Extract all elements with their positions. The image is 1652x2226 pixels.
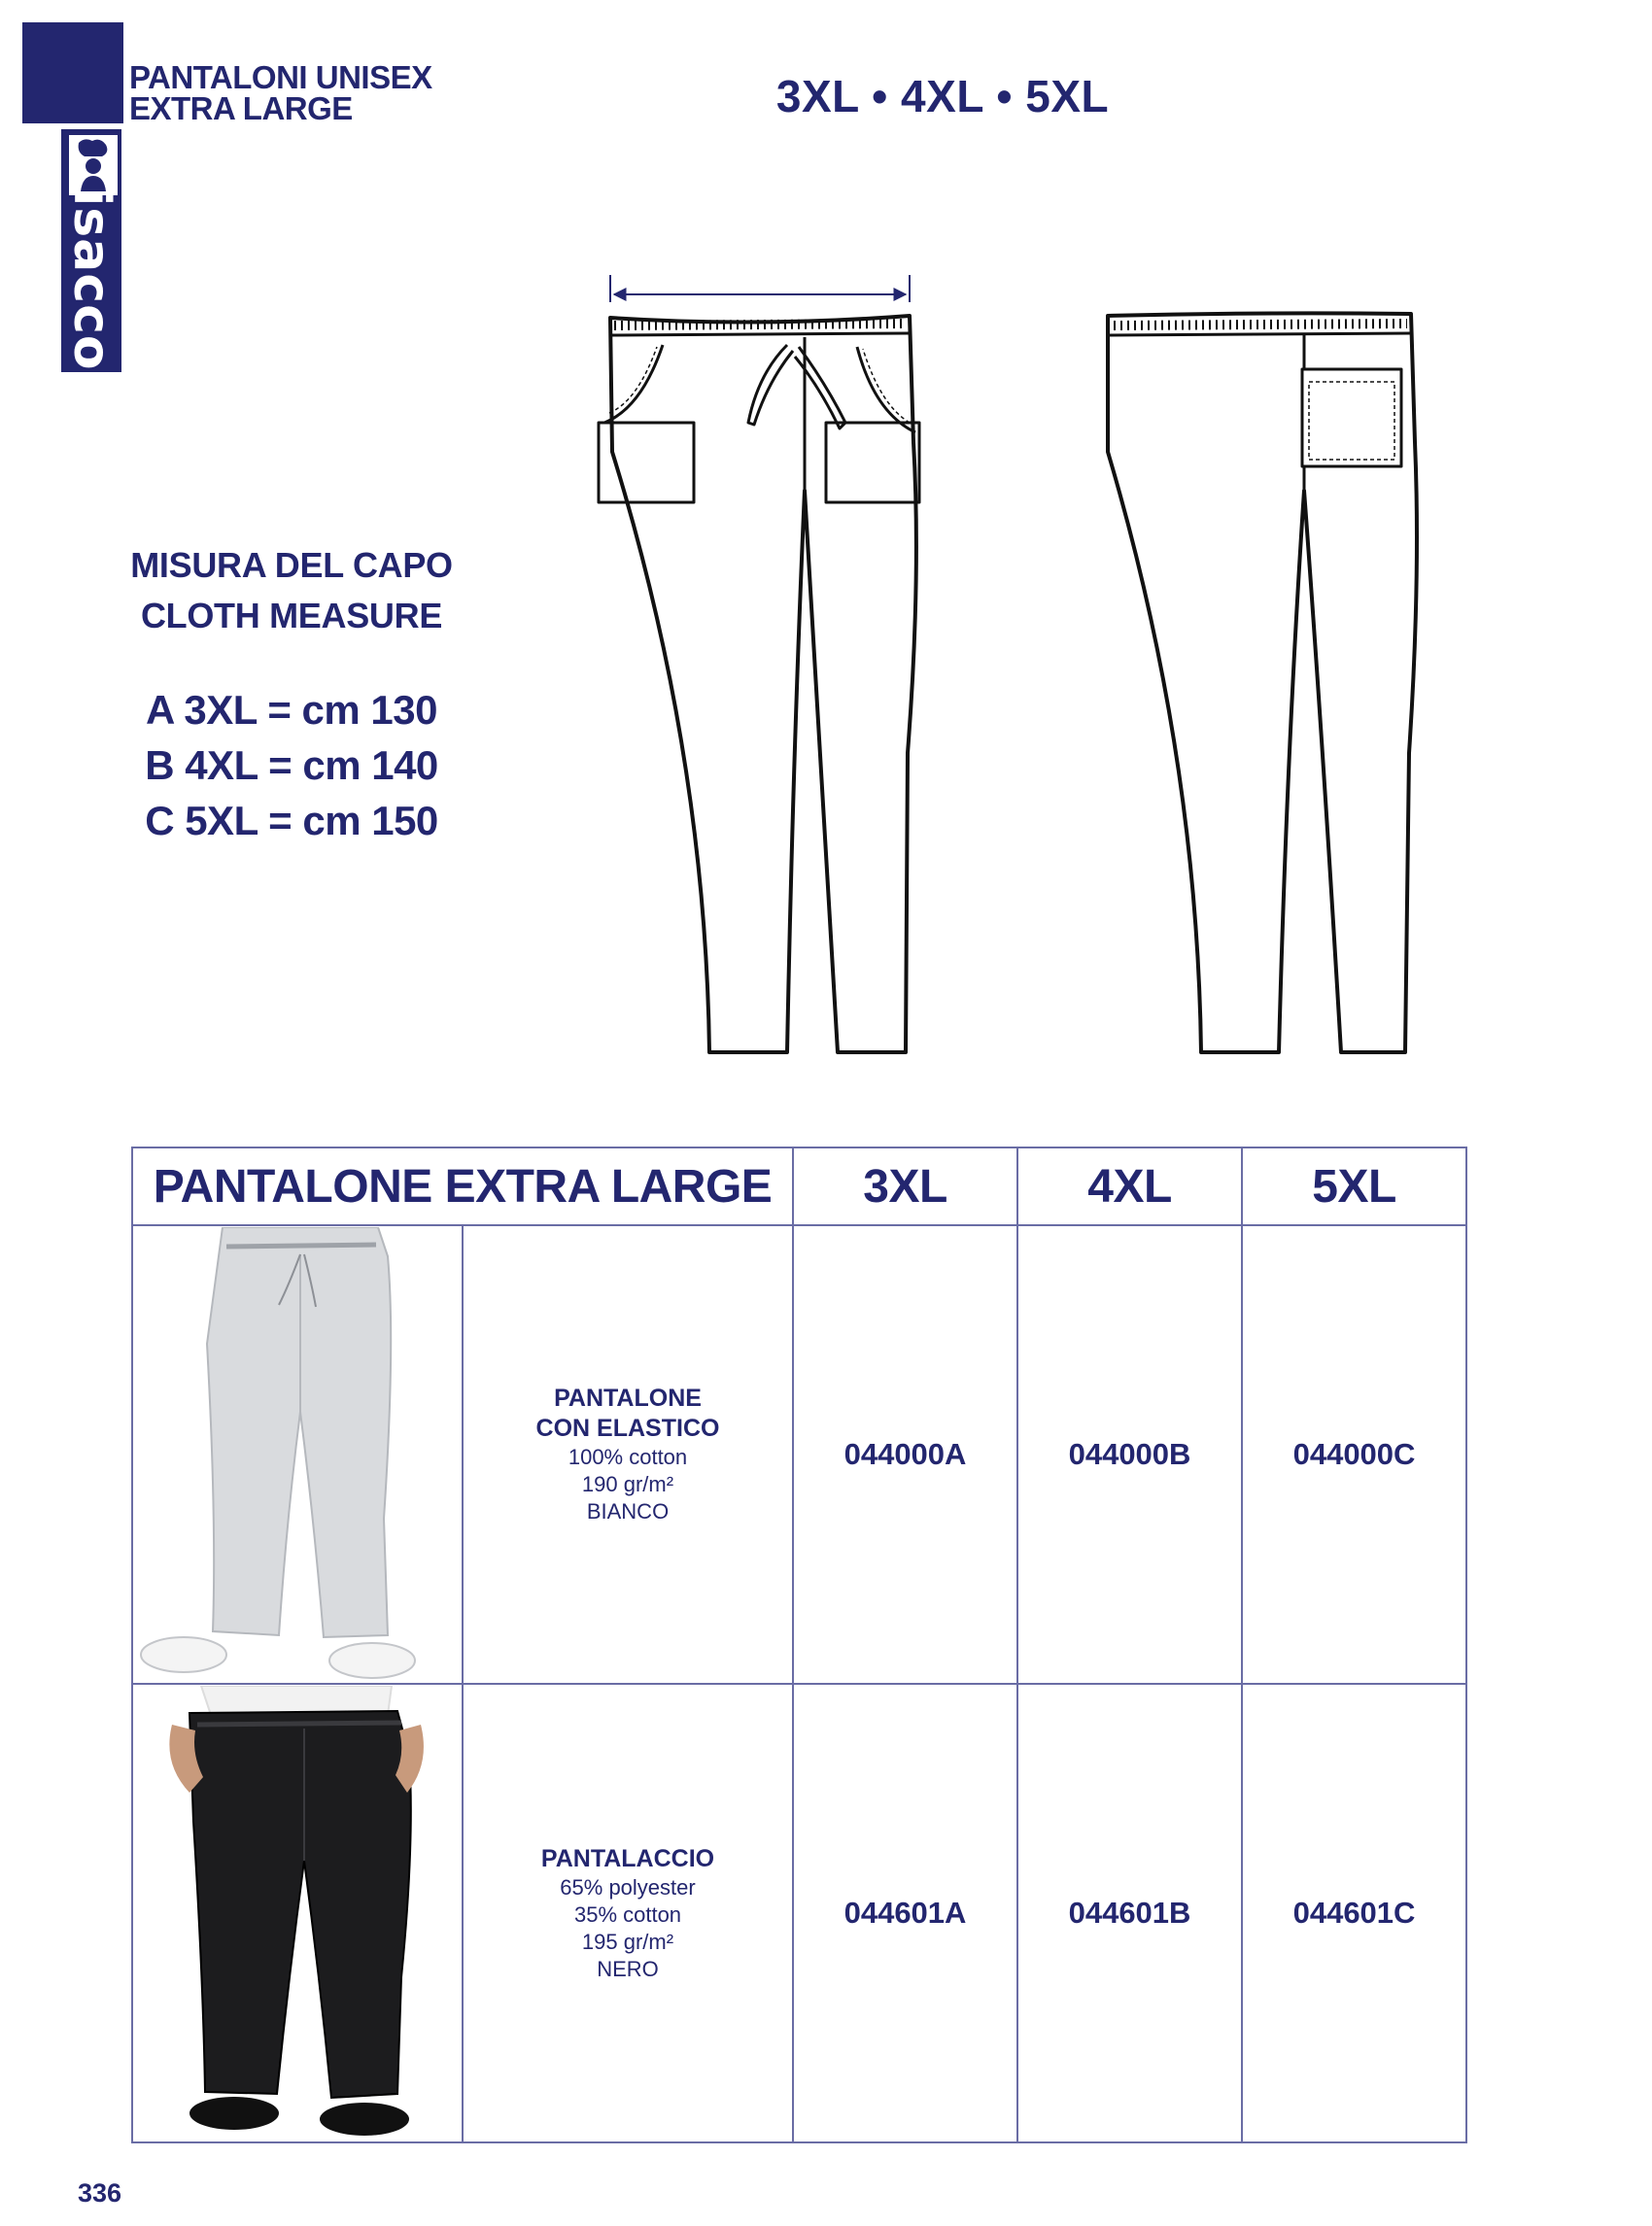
logo-text: isacco [62, 188, 120, 371]
measure-item: C 5XL = cm 150 [145, 798, 438, 843]
product-code-5xl: 044000C [1242, 1225, 1466, 1684]
brand-square [22, 22, 123, 123]
measure-list [97, 682, 486, 848]
measure-label-it: MISURA DEL CAPO [130, 545, 453, 585]
product-composition: 65% polyester [560, 1874, 696, 1900]
column-header-3xl: 3XL [793, 1147, 1017, 1225]
product-code-5xl: 044601C [1242, 1684, 1466, 2142]
product-description [463, 1684, 793, 2142]
product-name-line-1: PANTALONE [554, 1385, 702, 1412]
title-line-1: PANTALONI UNISEX [129, 59, 432, 95]
product-code-3xl: 044000A [793, 1225, 1017, 1684]
title-line-2: EXTRA LARGE [129, 90, 353, 126]
column-header-4xl: 4XL [1017, 1147, 1242, 1225]
isacco-logo [61, 129, 121, 372]
size-range: 3XL • 4XL • 5XL [775, 71, 1110, 121]
chef-icon [69, 135, 118, 195]
table-header-row [132, 1147, 1466, 1225]
product-photo-black-trousers [132, 1684, 463, 2142]
measure-item: A 3XL = cm 130 [145, 687, 438, 733]
page-number: 336 [78, 2178, 122, 2208]
product-name-line-1: PANTALACCIO [540, 1844, 715, 1872]
product-color: NERO [597, 1956, 659, 1981]
product-table [131, 1147, 1467, 2143]
product-name-line-2: CON ELASTICO [535, 1415, 720, 1442]
product-code-3xl: 044601A [793, 1684, 1017, 2142]
page-title [129, 59, 432, 126]
table-row [132, 1684, 1466, 2142]
product-weight: 190 gr/m² [581, 1472, 674, 1496]
trousers-technical-drawing [583, 267, 1438, 1064]
product-color: BIANCO [586, 1499, 670, 1524]
column-header-5xl: 5XL [1242, 1147, 1466, 1225]
product-code-4xl: 044000B [1017, 1225, 1242, 1684]
table-title: PANTALONE EXTRA LARGE [132, 1147, 793, 1225]
measure-item: B 4XL = cm 140 [145, 742, 438, 788]
product-photo-white-trousers [132, 1225, 463, 1684]
product-weight: 195 gr/m² [581, 1929, 674, 1954]
product-composition: 100% cotton [568, 1445, 688, 1469]
table-row [132, 1225, 1466, 1684]
product-code-4xl: 044601B [1017, 1684, 1242, 2142]
waist-measure-arrow [610, 275, 910, 302]
trousers-front-view [599, 316, 919, 1052]
product-composition-2: 35% cotton [573, 1901, 682, 1927]
measure-block [97, 540, 486, 848]
measure-label-en: CLOTH MEASURE [140, 596, 443, 635]
trousers-back-view [1108, 313, 1417, 1052]
product-description [463, 1225, 793, 1684]
